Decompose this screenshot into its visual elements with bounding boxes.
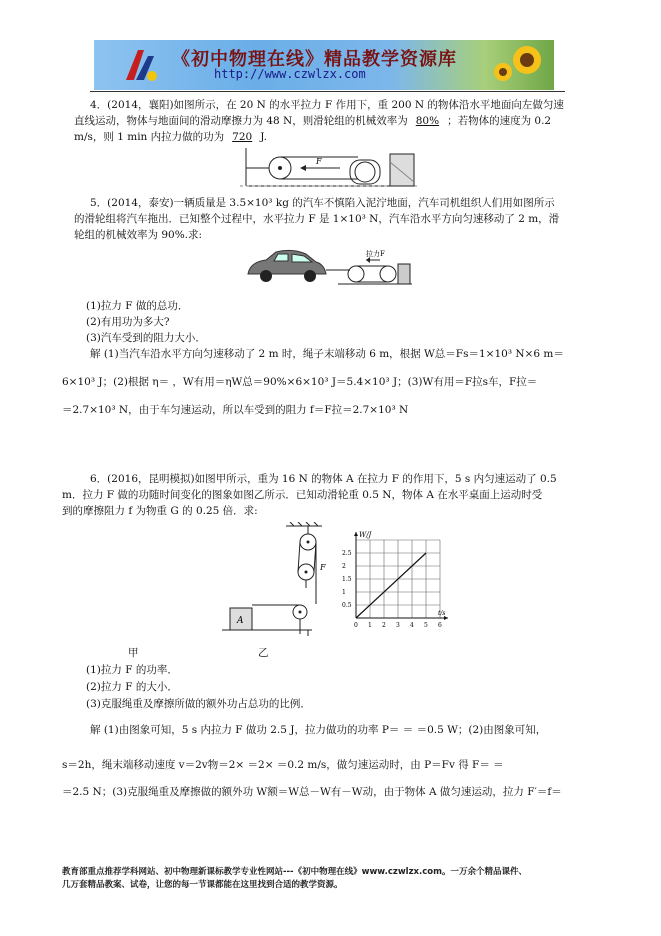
banner-title: 《初中物理在线》精品教学资源库	[172, 49, 457, 70]
x-tick-label: 5	[424, 622, 428, 629]
x-tick-label: 6	[438, 622, 442, 629]
q5-part1: (1)拉力 F 做的总功．	[86, 300, 189, 312]
q6-caption-a: 甲	[128, 647, 139, 659]
q4-pulley-figure	[240, 146, 420, 190]
q6-line1: 6．(2016，昆明模拟)如图甲所示，重为 16 N 的物体 A 在拉力 F 的作用下，5 s 内匀速运动了 0.5	[90, 473, 557, 485]
y-tick-label: 1.5	[342, 576, 352, 583]
q6-force-label: F	[320, 563, 326, 572]
footer-line2: 几万套精品教案、试卷，让您的每一节课都能在这里找到合适的教学资源。	[62, 880, 343, 890]
x-tick-label: 0	[354, 622, 358, 629]
q6-part1: (1)拉力 F 的功率．	[86, 664, 178, 676]
q5-solution2: 6×10³ J；(2)根据 η＝ ，W有用＝ηW总＝90%×6×10³ J＝5.4×10³ J；(3)W有用＝F拉s车，F拉＝	[62, 376, 538, 388]
q4-answer-work: 720	[232, 131, 253, 143]
q6-solution2: s＝2h，绳末端移动速度 v＝2v物＝2× ＝2× ＝0.2 m/s，做匀速运动时，由 P＝Fv 得 F＝ ＝	[62, 759, 504, 771]
q5-line1: 5．(2014，泰安)一辆质量是 3.5×10³ kg 的汽车不慎陷入泥泞地面，汽车司机组织人们用如图所示	[90, 197, 555, 209]
y-tick-label: 2.5	[342, 550, 352, 557]
q4-answer-efficiency: 80%	[415, 115, 440, 127]
header-rule	[90, 91, 565, 92]
data-line	[356, 553, 426, 618]
footer-line1: 教育部重点推荐学科网站、初中物理新课标教学专业性网站---《初中物理在线》www.czwlzx.com。一万余个精品课件、	[62, 867, 527, 877]
q6-solution3: ＝2.5 N；(3)克服绳重及摩擦做的额外功 W额＝W总－W有－W动，由于物体 A 做匀速运动，拉力 F′＝f＝	[62, 786, 562, 798]
logo-icon	[122, 46, 160, 84]
q5-part2: (2)有用功为多大?	[86, 316, 170, 328]
q4-line2: 直线运动，物体与地面间的滑动摩擦力为 48 N，则滑轮组的机械效率为 80% ；若物体的速度为 0.2	[74, 115, 552, 127]
y-axis-arrow	[354, 532, 358, 536]
q6-work-time-chart	[336, 526, 452, 636]
y-axis-label: W/J	[359, 531, 372, 539]
sunflower-icon	[489, 42, 551, 88]
x-axis-label: t/s	[438, 610, 446, 617]
q6-caption-b: 乙	[258, 647, 269, 659]
q5-solution3: ＝2.7×10³ N，由于车匀速运动，所以车受到的阻力 f＝F拉＝2.7×10³ N	[62, 404, 409, 416]
q5-force-label: 拉力F	[366, 250, 385, 258]
q6-part3: (3)克服绳重及摩擦所做的额外功占总功的比例．	[86, 698, 311, 710]
x-tick-label: 1	[368, 622, 372, 629]
svg-text:F: F	[316, 157, 322, 166]
q6-pulley-figure	[222, 522, 326, 638]
q5-line3: 轮组的机械效率为 90%.求:	[74, 229, 203, 241]
x-tick-label: 3	[396, 622, 400, 629]
q4-line1: 4．(2014，襄阳)如图所示，在 20 N 的水平拉力 F 作用下，重 200 N 的物体沿水平地面向左做匀速	[90, 99, 564, 111]
q6-solution1: 解 (1)由图象可知，5 s 内拉力 F 做功 2.5 J，拉力做功的功率 P＝ ＝ ＝0.5 W；(2)由图象可知，	[90, 724, 547, 736]
q5-part3: (3)汽车受到的阻力大小．	[86, 332, 206, 344]
header-banner	[94, 40, 554, 90]
q6-line3: 到的摩擦阻力 f 为物重 G 的 0.25 倍．求:	[62, 505, 258, 517]
y-tick-label: 2	[342, 563, 346, 570]
q6-block-label: A	[237, 616, 244, 626]
x-tick-label: 4	[410, 622, 414, 629]
banner-url: http://www.czwlzx.com	[214, 67, 366, 81]
y-tick-label: 1	[342, 589, 346, 596]
y-tick-label: 0.5	[342, 602, 352, 609]
q6-line2: m．拉力 F 做的功随时间变化的图象如图乙所示．已知动滑轮重 0.5 N，物体 A 在水平桌面上运动时受	[62, 489, 543, 501]
q4-line3: m/s，则 1 min 内拉力做的功为 720 J.	[74, 131, 267, 143]
q5-car-pulley-figure	[242, 246, 414, 288]
q6-part2: (2)拉力 F 的大小．	[86, 681, 178, 693]
x-tick-label: 2	[382, 622, 386, 629]
q5-line2: 的滑轮组将汽车拖出．已知整个过程中，水平拉力 F 是 1×10³ N，汽车沿水平方向匀速移动了 2 m，滑	[74, 213, 560, 225]
q5-solution1: 解 (1)当汽车沿水平方向匀速移动了 2 m 时，绳子末端移动 6 m，根据 W总＝Fs＝1×10³ N×6 m＝	[90, 348, 564, 360]
